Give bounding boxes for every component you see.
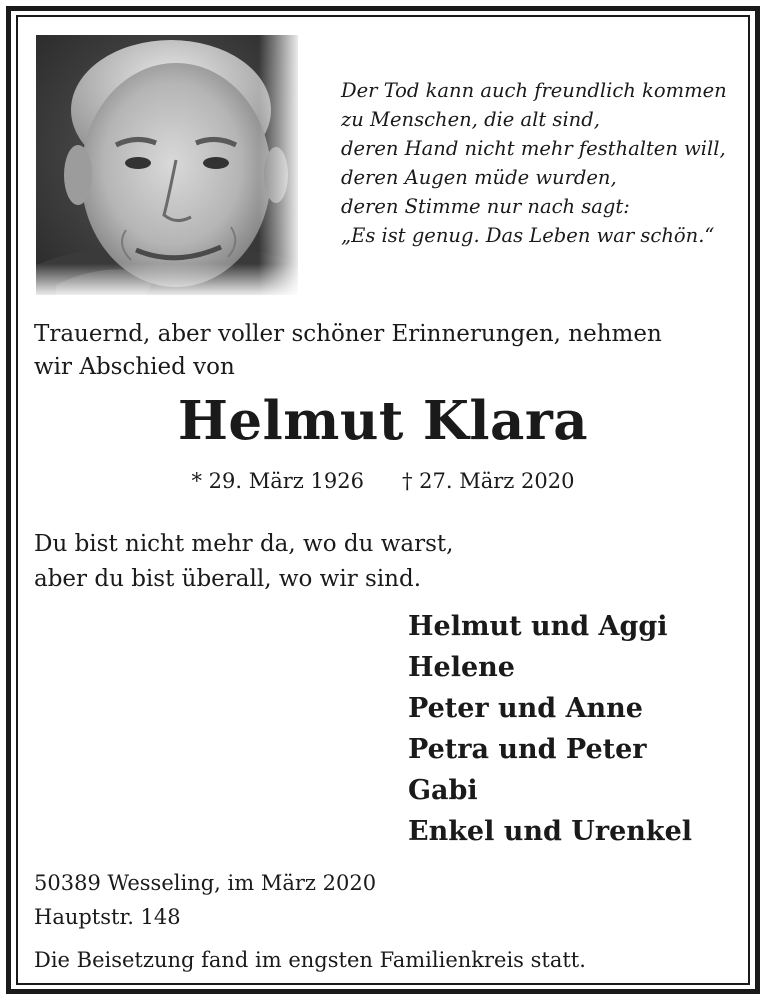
- intro-line: Trauernd, aber voller schöner Erinnerungen, nehmen: [34, 321, 662, 347]
- mourner-name: Enkel und Urenkel: [408, 816, 693, 847]
- intro-line: wir Abschied von: [34, 354, 235, 380]
- verse-text: [34, 527, 734, 597]
- death-date: † 27. März 2020: [402, 469, 575, 493]
- quote-line: „Es ist genug. Das Leben war schön.“: [341, 224, 715, 247]
- mourner-name: Helene: [408, 652, 515, 683]
- memorial-quote: [341, 76, 741, 250]
- life-dates: [0, 466, 766, 496]
- mourner-name: Gabi: [408, 775, 478, 806]
- mourner-name: Helmut und Aggi: [408, 611, 668, 642]
- mourner-name: Petra und Peter: [408, 734, 647, 765]
- place-date: 50389 Wesseling, im März 2020: [34, 871, 377, 895]
- street-address: Hauptstr. 148: [34, 905, 181, 929]
- intro-text: [34, 318, 734, 384]
- quote-line: deren Stimme nur nach sagt:: [341, 195, 630, 218]
- quote-line: deren Augen müde wurden,: [341, 166, 617, 189]
- mourners-list: [408, 606, 748, 852]
- quote-line: Der Tod kann auch freundlich kommen: [341, 79, 727, 102]
- verse-line: aber du bist überall, wo wir sind.: [34, 566, 422, 592]
- address-block: [34, 866, 734, 934]
- birth-date: * 29. März 1926: [191, 469, 364, 493]
- portrait-photo: [36, 35, 298, 295]
- quote-line: deren Hand nicht mehr festhalten will,: [341, 137, 726, 160]
- mourner-name: Peter und Anne: [408, 693, 643, 724]
- verse-line: Du bist nicht mehr da, wo du warst,: [34, 531, 454, 557]
- funeral-notice: Die Beisetzung fand im engsten Familienkreis statt.: [34, 948, 586, 972]
- quote-line: zu Menschen, die alt sind,: [341, 108, 600, 131]
- deceased-name: Helmut Klara: [177, 390, 589, 452]
